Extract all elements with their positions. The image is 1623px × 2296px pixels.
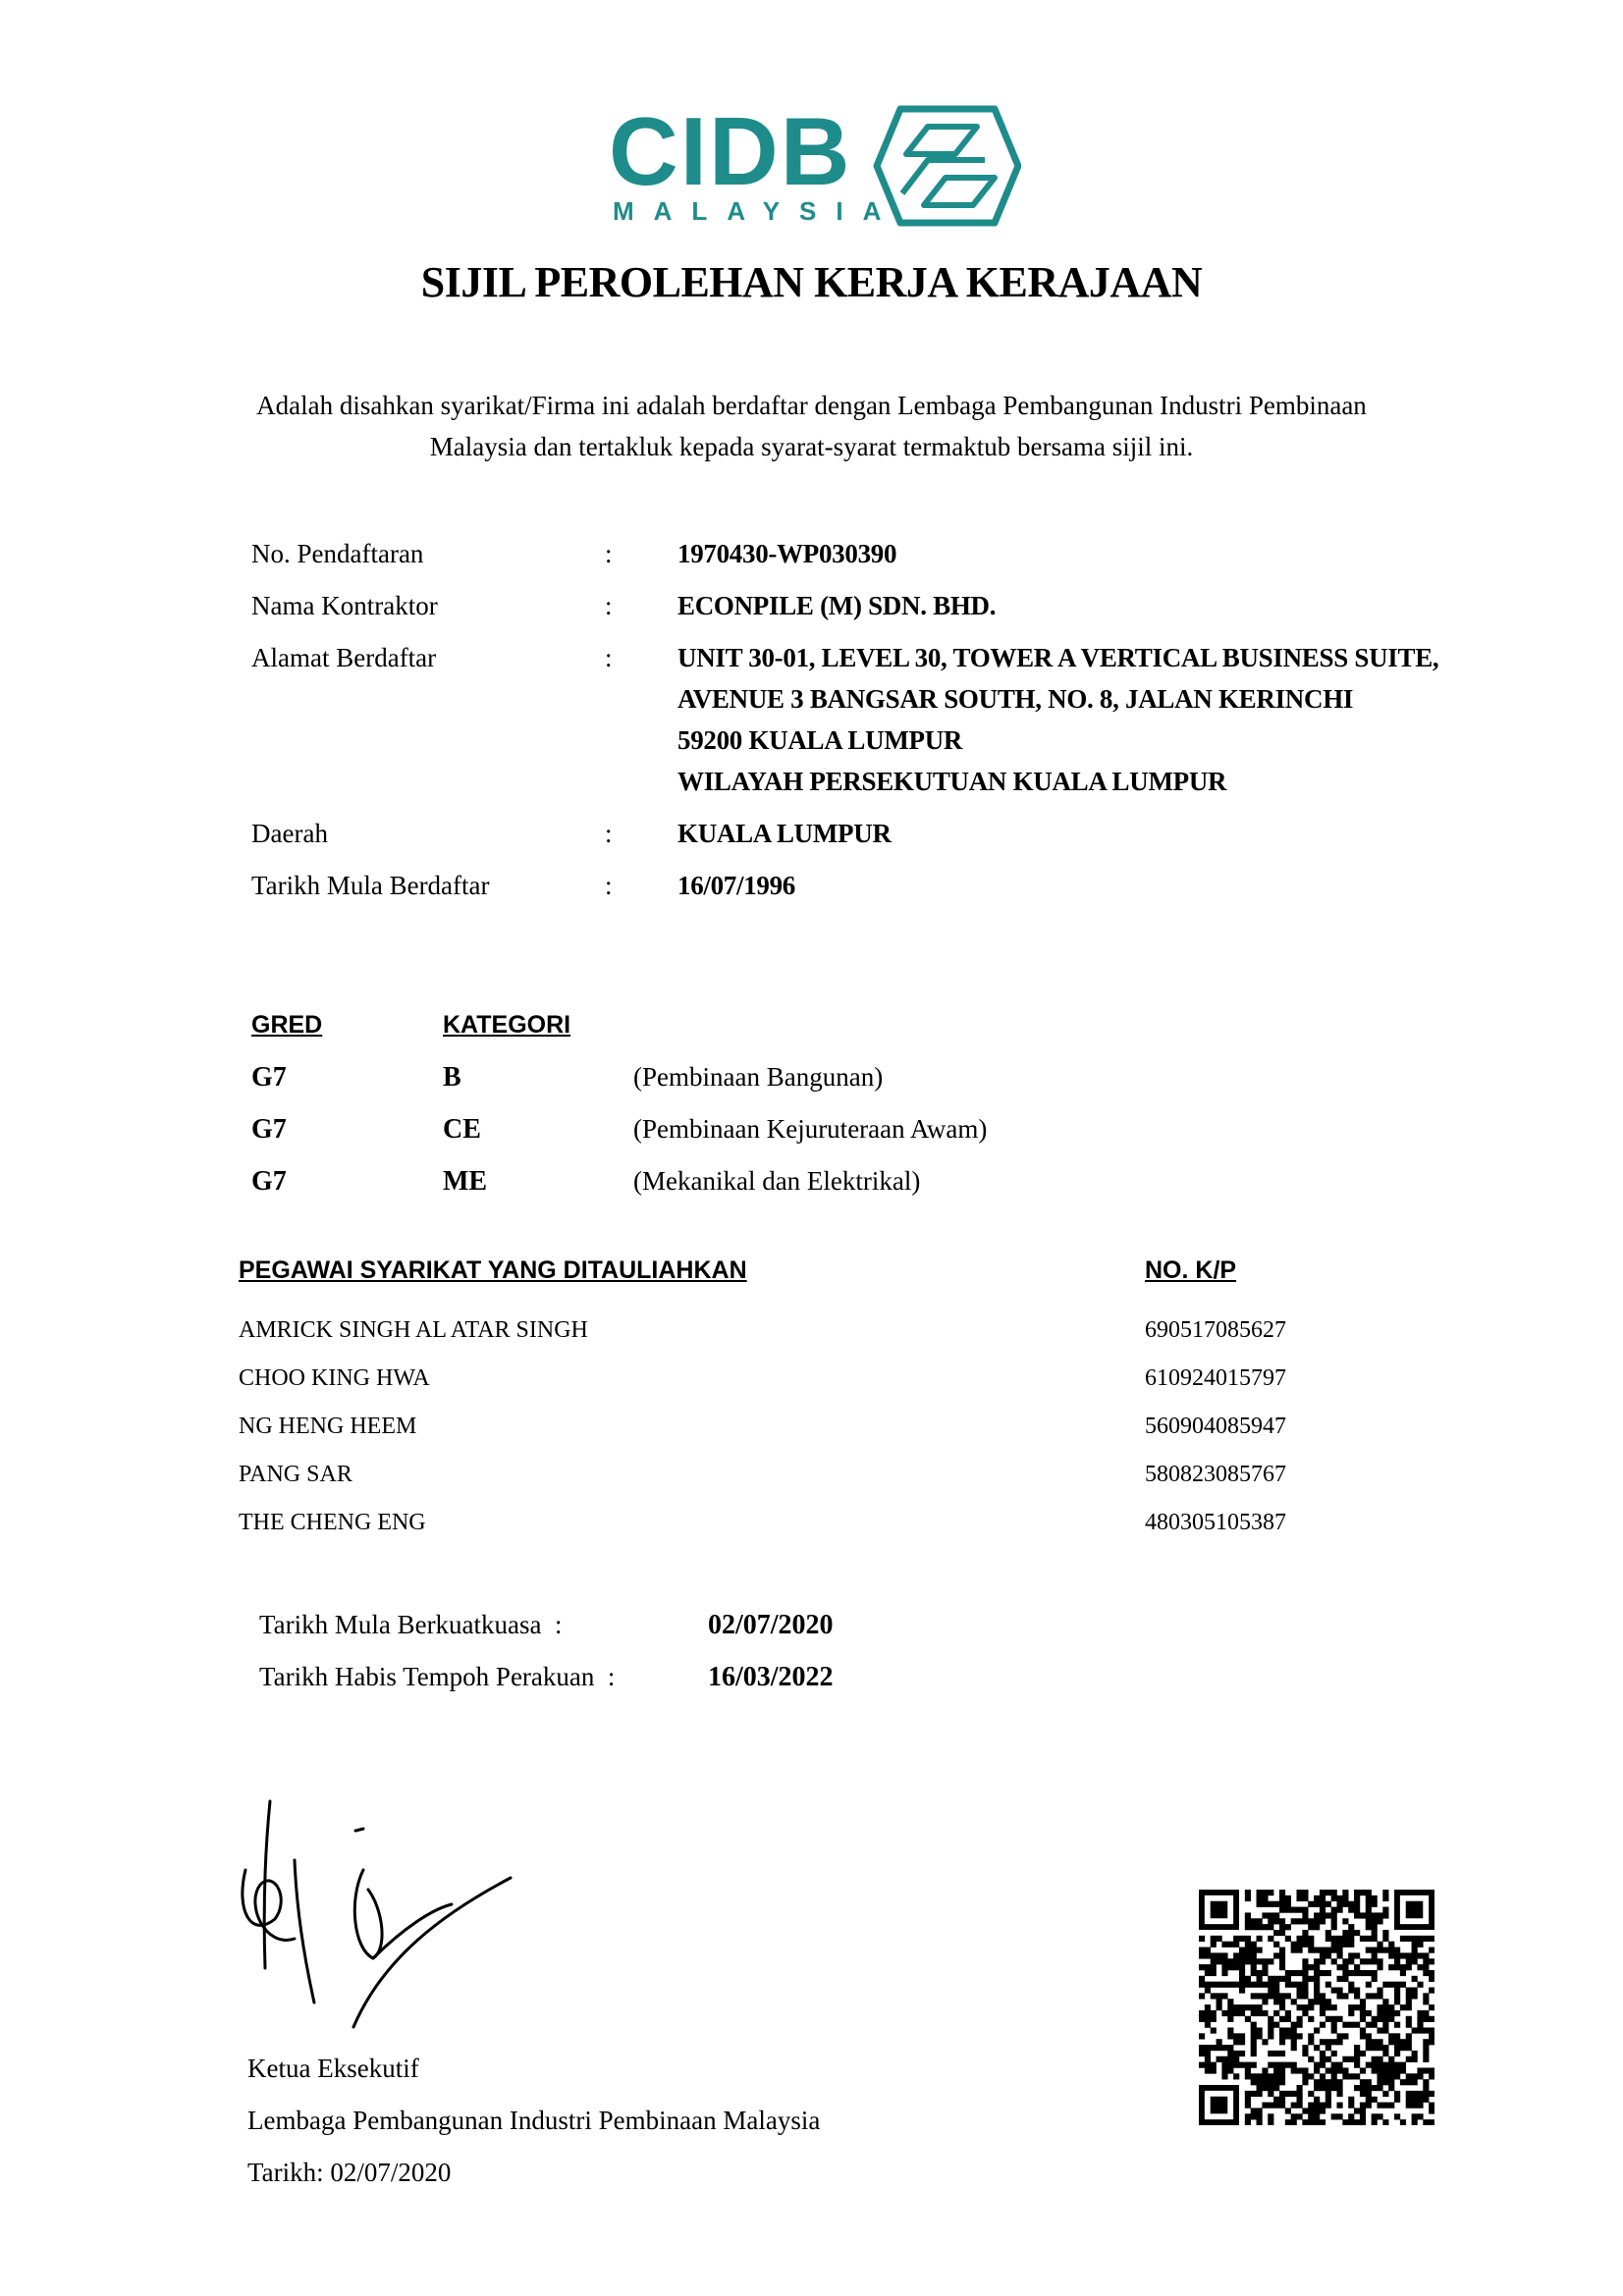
grade-cell: G7: [251, 1166, 287, 1197]
category-cell: ME: [443, 1166, 488, 1197]
category-header: KATEGORI: [443, 1011, 571, 1039]
separator: :: [605, 871, 613, 900]
officer-ic: 690517085627: [1145, 1317, 1286, 1343]
address-line-1: UNIT 30-01, LEVEL 30, TOWER A VERTICAL BUSINESS SUITE,: [677, 643, 1439, 672]
cidb-hexagon-mark-icon: [859, 103, 1021, 229]
separator: :: [605, 643, 613, 672]
address-line-2: AVENUE 3 BANGSAR SOUTH, NO. 8, JALAN KERINCHI: [677, 684, 1354, 714]
intro-text-line-1: Adalah disahkan syarikat/Firma ini adalah berdaftar dengan Lembaga Pembangunan Industri Pembinaan: [256, 391, 1367, 420]
registration-no-value: 1970430-WP030390: [677, 539, 897, 568]
grade-cell: G7: [251, 1114, 287, 1145]
officer-ic: 580823085767: [1145, 1462, 1286, 1487]
category-cell: B: [443, 1062, 461, 1093]
district-label: Daerah: [251, 819, 328, 848]
separator: :: [605, 819, 613, 848]
address-label: Alamat Berdaftar: [251, 643, 437, 672]
signatory-position: Ketua Eksekutif: [247, 2054, 419, 2083]
contractor-name-label: Nama Kontraktor: [251, 591, 438, 620]
category-description: (Pembinaan Bangunan): [633, 1062, 884, 1092]
officer-name: CHOO KING HWA: [239, 1365, 430, 1391]
ic-header: NO. K/P: [1145, 1256, 1237, 1284]
intro-text-line-2: Malaysia dan tertakluk kepada syarat-syarat termaktub bersama sijil ini.: [429, 432, 1194, 461]
signatory-organization: Lembaga Pembangunan Industri Pembinaan Malaysia: [247, 2106, 821, 2135]
officer-ic: 480305105387: [1145, 1510, 1286, 1535]
end-date-label: Tarikh Habis Tempoh Perakuan :: [259, 1662, 616, 1691]
category-description: (Pembinaan Kejuruteraan Awam): [633, 1114, 988, 1144]
signature-date: Tarikh: 02/07/2020: [247, 2158, 452, 2187]
certificate-title: SIJIL PEROLEHAN KERJA KERAJAAN: [420, 258, 1203, 306]
officer-ic: 610924015797: [1145, 1365, 1286, 1391]
cidb-logo: [609, 97, 1021, 231]
category-cell: CE: [443, 1114, 481, 1145]
district-value: KUALA LUMPUR: [677, 819, 892, 848]
logo-wordmark: CIDB: [609, 97, 852, 205]
start-date-value: 02/07/2020: [708, 1610, 834, 1640]
grade-cell: G7: [251, 1062, 287, 1093]
officer-name: PANG SAR: [239, 1462, 352, 1487]
logo-subtitle: MALAYSIA: [613, 196, 901, 226]
registration-no-label: No. Pendaftaran: [251, 539, 424, 568]
separator: :: [605, 591, 613, 620]
separator: :: [605, 539, 613, 568]
officer-name: THE CHENG ENG: [239, 1510, 426, 1535]
officers-header: PEGAWAI SYARIKAT YANG DITAULIAHKAN: [239, 1256, 747, 1284]
registration-date-value: 16/07/1996: [677, 871, 796, 900]
start-date-label: Tarikh Mula Berkuatkuasa :: [259, 1610, 563, 1639]
officer-name: AMRICK SINGH AL ATAR SINGH: [239, 1317, 588, 1343]
officer-ic: 560904085947: [1145, 1414, 1286, 1439]
end-date-value: 16/03/2022: [708, 1662, 834, 1692]
address-line-3: 59200 KUALA LUMPUR: [677, 725, 963, 755]
address-line-4: WILAYAH PERSEKUTUAN KUALA LUMPUR: [677, 767, 1227, 796]
registration-date-label: Tarikh Mula Berdaftar: [251, 871, 490, 900]
category-description: (Mekanikal dan Elektrikal): [633, 1166, 921, 1196]
signature: [236, 1791, 530, 2032]
officer-name: NG HENG HEEM: [239, 1414, 417, 1439]
grade-header: GRED: [251, 1011, 323, 1039]
qr-code-icon: [1199, 1890, 1434, 2125]
contractor-name-value: ECONPILE (M) SDN. BHD.: [677, 591, 997, 620]
